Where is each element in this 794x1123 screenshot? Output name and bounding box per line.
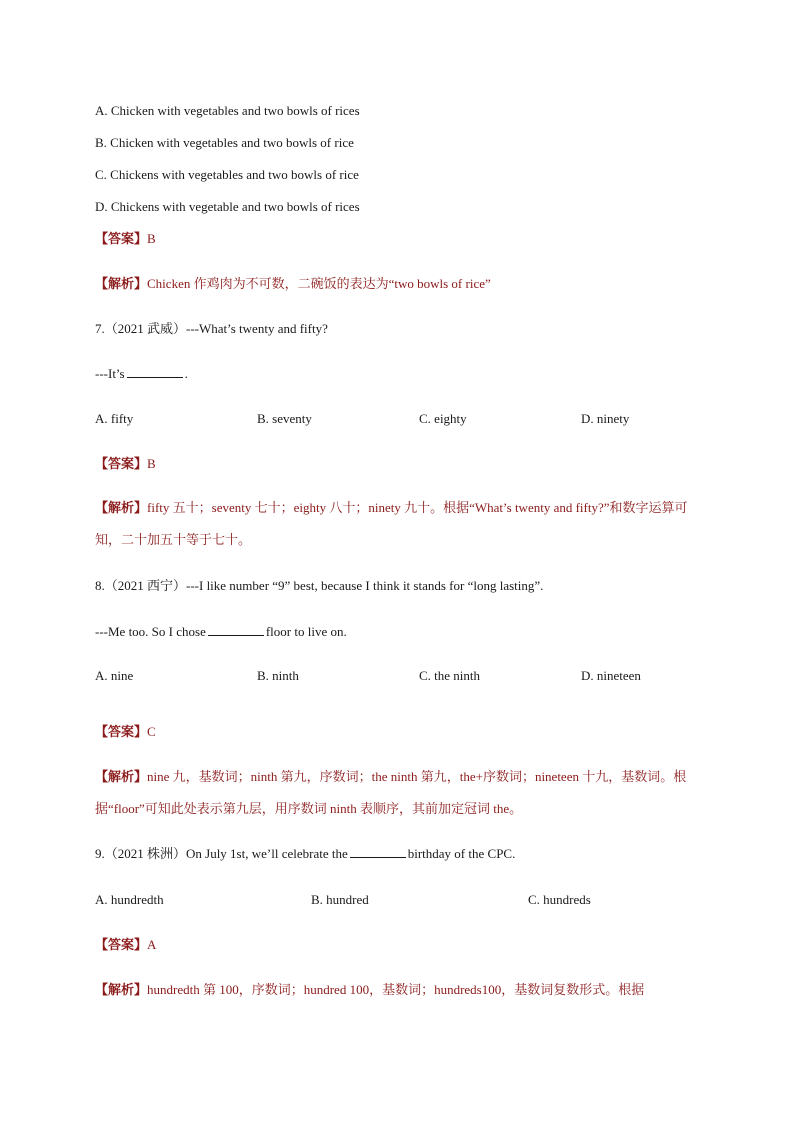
q6-option-d: D. Chickens with vegetable and two bowls of rices: [95, 199, 360, 214]
q8-analysis: [95, 761, 705, 825]
answer-tag: 【答案】: [95, 231, 148, 246]
q8-line2-end: floor to live on.: [265, 624, 347, 639]
q9-question: [95, 845, 515, 862]
analysis-tag: 【解析】: [95, 769, 148, 784]
q6-answer: [95, 230, 156, 247]
q7-option-a: A. fifty: [95, 411, 134, 426]
q9-answer: [95, 936, 156, 953]
answer-value: B: [147, 231, 156, 246]
q6-analysis: [95, 275, 491, 292]
q8-option-b: B. ninth: [257, 668, 299, 683]
answer-tag: 【答案】: [95, 724, 148, 739]
q7-line2: [95, 365, 188, 382]
q8-option-a: A. nine: [95, 668, 134, 683]
q7-analysis: [95, 492, 705, 556]
q9-option-c: C. hundreds: [528, 892, 591, 907]
analysis-text: fifty 五十；seventy 七十；eighty 八十；ninety 九十。根据“What’s twenty and fifty?”和数字运算可知，二十加五十等于七十。: [95, 500, 688, 547]
analysis-text: Chicken 作鸡肉为不可数，二碗饭的表达为“two bowls of rice”: [147, 276, 491, 291]
q7-option-b: B. seventy: [257, 411, 312, 426]
answer-value: C: [147, 724, 156, 739]
answer-blank: [127, 365, 183, 378]
answer-blank: [208, 623, 264, 636]
q8-option-d: D. nineteen: [581, 668, 641, 683]
q9-option-a: A. hundredth: [95, 892, 164, 907]
q9-question-text: 9.（2021 株洲）On July 1st, we’ll celebrate the: [95, 846, 348, 861]
q8-option-c: C. the ninth: [419, 668, 481, 683]
q7-question: 7.（2021 武威）---What’s twenty and fifty?: [95, 321, 328, 336]
q7-line2-text: ---It’s: [95, 366, 125, 381]
analysis-text: hundredth 第 100，序数词；hundred 100，基数词；hundreds100，基数词复数形式。根据: [147, 982, 645, 997]
q7-option-d: D. ninety: [581, 411, 630, 426]
q8-question: 8.（2021 西宁）---I like number “9” best, because I think it stands for “long lasting”.: [95, 578, 544, 593]
analysis-tag: 【解析】: [95, 276, 148, 291]
q8-answer: [95, 723, 156, 740]
q8-line2: [95, 623, 347, 640]
q7-answer: [95, 455, 156, 472]
answer-tag: 【答案】: [95, 456, 148, 471]
answer-tag: 【答案】: [95, 937, 148, 952]
q7-option-c: C. eighty: [419, 411, 467, 426]
answer-value: B: [147, 456, 156, 471]
q6-option-c: C. Chickens with vegetables and two bowls of rice: [95, 167, 359, 182]
q9-question-end: birthday of the CPC.: [407, 846, 516, 861]
answer-blank: [350, 845, 406, 858]
analysis-text: nine 九，基数词；ninth 第九，序数词；the ninth 第九，the+序数词；nineteen 十九，基数词。根据“floor”可知此处表示第九层，用序数词 ninth 表顺序，其前加定冠词 the。: [95, 769, 687, 816]
q9-option-b: B. hundred: [311, 892, 369, 907]
answer-value: A: [147, 937, 157, 952]
q7-line2-end: .: [184, 366, 188, 381]
q6-option-a: A. Chicken with vegetables and two bowls of rices: [95, 103, 360, 118]
analysis-tag: 【解析】: [95, 500, 148, 515]
q6-option-b: B. Chicken with vegetables and two bowls of rice: [95, 135, 354, 150]
q9-analysis: [95, 981, 644, 998]
q8-line2-text: ---Me too. So I chose: [95, 624, 206, 639]
analysis-tag: 【解析】: [95, 982, 148, 997]
